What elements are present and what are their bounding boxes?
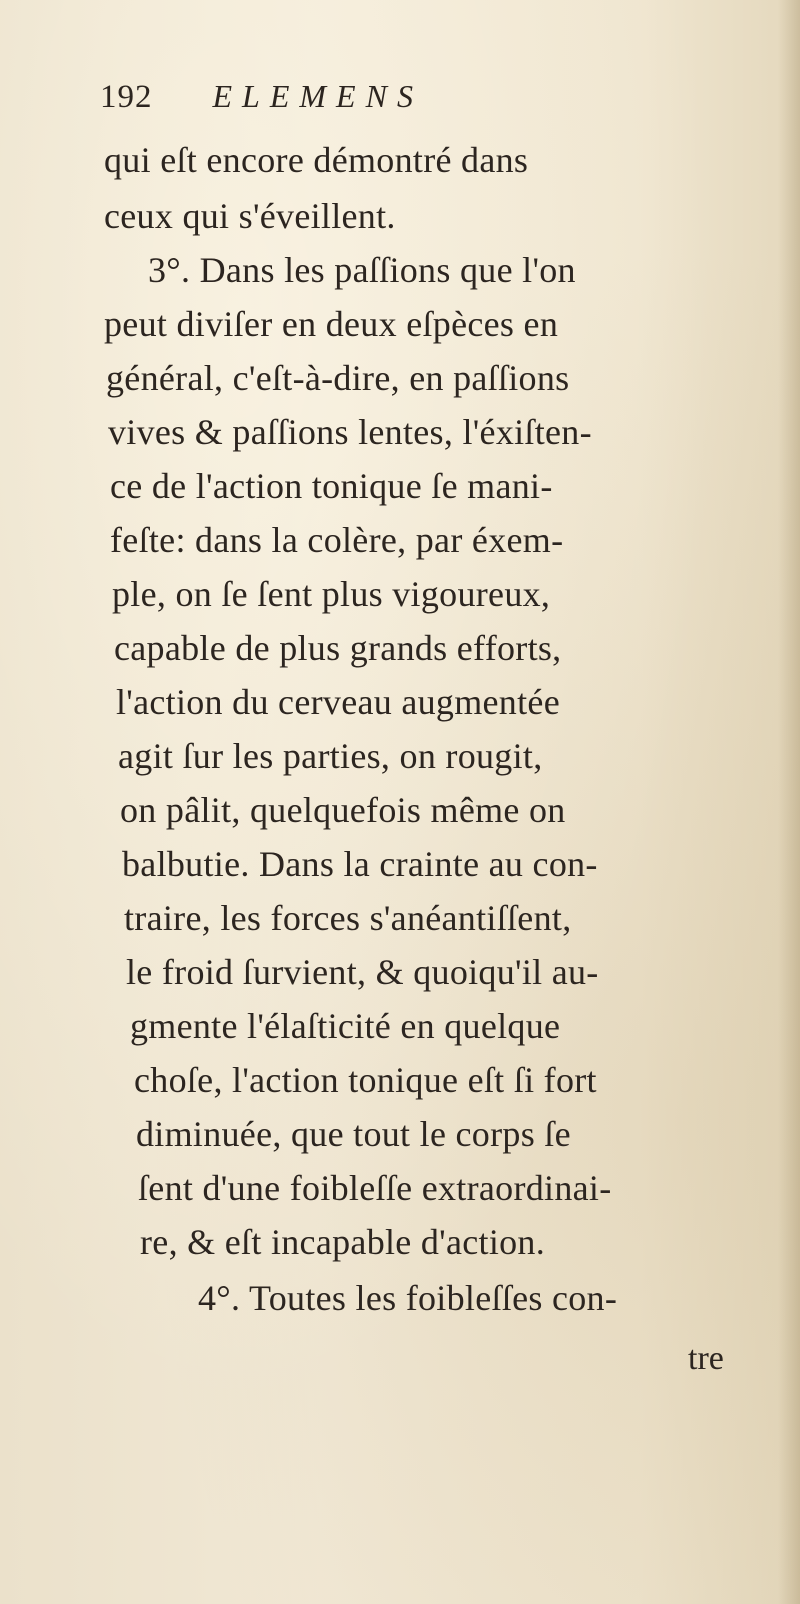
text-line: re, & eſt incapable d'action. <box>140 1222 546 1262</box>
running-head <box>100 78 660 128</box>
text-line: vives & paſſions lentes, l'éxiſten- <box>108 412 592 452</box>
text-line: ceux qui s'éveillent. <box>104 196 396 236</box>
catchword: tre <box>688 1340 724 1377</box>
text-line: ce de l'action tonique ſe mani- <box>110 466 553 506</box>
page-number: 192 <box>100 79 153 115</box>
text-line: traire, les forces s'anéantiſſent, <box>124 898 572 938</box>
text-line: le froid ſurvient, & quoiqu'il au- <box>126 952 599 992</box>
text-line: capable de plus grands efforts, <box>114 628 562 668</box>
text-line: ſent d'une foibleſſe extraordinai- <box>138 1168 612 1208</box>
text-line: agit ſur les parties, on rougit, <box>118 736 543 776</box>
text-line: 4°. Toutes les foibleſſes con- <box>198 1278 618 1318</box>
text-line: feſte: dans la colère, par éxem- <box>110 520 564 560</box>
text-line: diminuée, que tout le corps ſe <box>136 1114 571 1154</box>
page-gutter-shadow <box>778 0 800 1604</box>
running-title: ELEMENS <box>212 78 423 114</box>
text-line: on pâlit, quelquefois même on <box>120 790 566 830</box>
text-line: gmente l'élaſticité en quelque <box>130 1006 561 1046</box>
text-line: ple, on ſe ſent plus vigoureux, <box>112 574 551 614</box>
text-line: qui eſt encore démontré dans <box>104 140 529 180</box>
text-line: l'action du cerveau augmentée <box>116 682 560 722</box>
text-line: choſe, l'action tonique eſt ſi fort <box>134 1060 597 1100</box>
text-line: balbutie. Dans la crainte au con- <box>122 844 598 884</box>
text-line: peut diviſer en deux eſpèces en <box>104 304 559 344</box>
text-line: général, c'eſt-à-dire, en paſſions <box>106 358 570 398</box>
text-line: 3°. Dans les paſſions que l'on <box>148 250 576 290</box>
